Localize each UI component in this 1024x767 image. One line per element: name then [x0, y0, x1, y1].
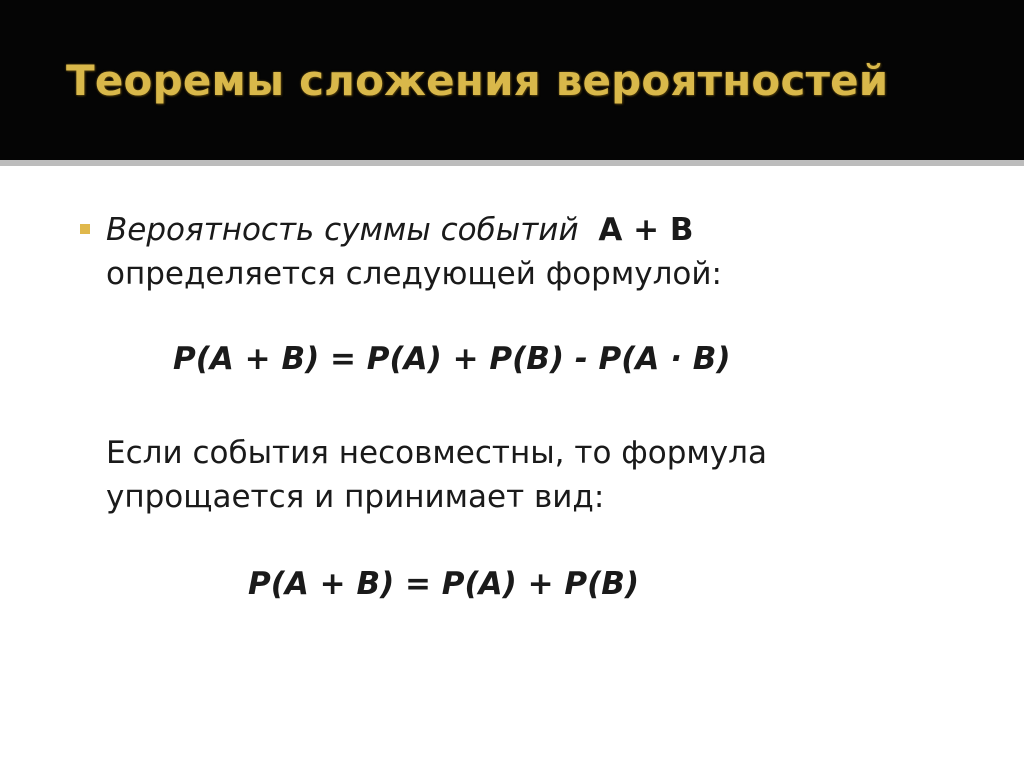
bullet-text-line-2: определяется следующей формулой: — [106, 256, 722, 292]
note-line-1: Если события несовместны, то формула — [106, 435, 767, 471]
bullet-lead-bold: A + B — [598, 212, 694, 248]
note-line-2: упрощается и принимает вид: — [106, 479, 605, 515]
bullet-lead-italic: Вероятность суммы событий — [106, 212, 579, 248]
formula-general: P(A + B) = P(A) + P(B) - P(A · B) — [173, 341, 731, 377]
title-band — [0, 0, 1024, 160]
title-divider — [0, 160, 1024, 166]
formula-incompatible: P(A + B) = P(A) + P(B) — [248, 566, 640, 602]
bullet-square-icon — [80, 224, 90, 234]
slide-title: Теоремы сложения вероятностей — [66, 56, 889, 105]
bullet-text-line-1 — [106, 208, 694, 252]
